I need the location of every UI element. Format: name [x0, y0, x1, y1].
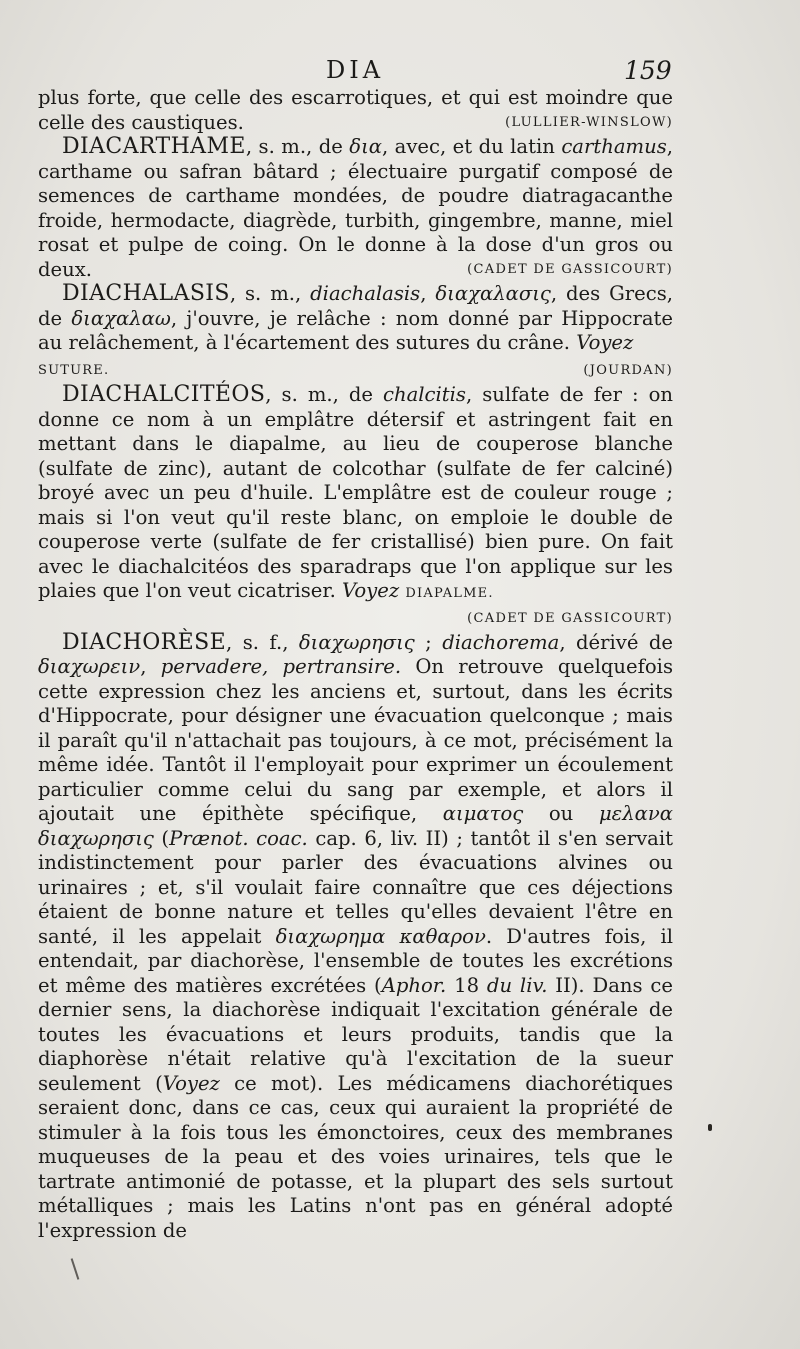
ink-speck [708, 1124, 712, 1131]
cross-reference-voyez: Voyez [162, 1071, 220, 1095]
running-head: DIA [326, 56, 385, 84]
cross-reference-target: DIAPALME. [405, 586, 494, 601]
citation-title: Aphor. [381, 973, 447, 997]
dictionary-text [38, 86, 673, 1243]
greek-term: αιματος [442, 802, 524, 825]
greek-term: δια [349, 135, 383, 158]
greek-term: διαχαλαω [71, 306, 171, 330]
cross-reference-voyez: Voyez [342, 579, 400, 602]
entry-diacarthame: DIACARTHAME, s. m., de δια, avec, et du latin carthamus, carthame ou safran bâtard ; électuaire purgatif composé de semences de carthame mondées, de poudre diatragacanthe froide, hermodacte, diagrède, turbith, gingembre, manne, miel rosat et pulpe de coing. On le donne à la dose d'un gros ou deux. [38, 134, 673, 281]
author-signature: (CADET DE GASSICOURT) [467, 262, 673, 277]
cross-reference-target: SUTURE. [38, 362, 110, 378]
citation-title: Prænot. coac. [169, 826, 308, 850]
citation-title: du liv. [486, 973, 548, 997]
greek-term: διαχωρειν [38, 655, 141, 678]
latin-term: pervadere, pertransire. [160, 655, 402, 678]
latin-term: diachorema [442, 630, 560, 654]
headword: DIACARTHAME [62, 134, 246, 159]
headword: DIACHORÈSE [62, 629, 227, 655]
cross-reference-voyez: Voyez [576, 331, 634, 354]
latin-term: carthamus [561, 135, 667, 158]
author-signature: (CADET DE GASSICOURT) [467, 610, 673, 626]
author-signature: (JOURDAN) [583, 363, 673, 378]
greek-term: διαχωρησις [298, 630, 415, 654]
greek-term: διαχωρημα καθαρον [275, 924, 486, 948]
latin-term: chalcitis [383, 383, 466, 406]
entry-diachalciteos: DIACHALCITÉOS, s. m., de chalcitis, sulfate de fer : on donne ce nom à un emplâtre détersif et astringent fait en mettant dans le diapalme, au lieu de couperose blanche (sulfate de zinc), autant de colcothar (sulfate de fer calciné) broyé avec un peu d'huile. L'emplâtre est de couleur rouge ; mais si l'on veut qu'il reste blanc, on emploie le double de couperose verte (sulfate de fer cristallisé) bien pure. On fait avec le diachalcitéos des sparadraps que l'on applique sur les plaies que l'on veut cicatriser. Voyez DIAPALME. [38, 382, 673, 602]
ink-stroke [71, 1258, 80, 1280]
author-signature: (LULLIER-WINSLOW) [505, 115, 673, 130]
headword: DIACHALCITÉOS [62, 382, 266, 407]
entry-diachorese: DIACHORÈSE, s. f., διαχωρησις ; diachorema, dérivé de διαχωρειν, pervadere, pertransire. On retrouve quelquefois cette expression chez les anciens et, surtout, dans les écrits d'Hippocrate, pour désigner une évacuation quelconque ; mais il paraît qu'il n'attachait pas toujours, à ce mot, précisément la même idée. Tantôt il l'employait pour exprimer un écoulement particulier comme celui du sang par exemple, et alors il ajoutait une épithète spécifique, αιματος ou μελανα διαχωρησις (Prænot. coac. cap. 6, liv. II) ; tantôt il s'en servait indistinctement pour parler des évacuations alvines ou urinaires ; et, s'il voulait faire connaître que ces déjections étaient de bonne nature et telles qu'elles devaient l'être en santé, il les appelait διαχωρημα καθαρον. D'autres fois, il entendait, par diachorèse, l'ensemble de toutes les excrétions et même des matières excrétées (Aphor. 18 du liv. II). Dans ce dernier sens, la diachorèse indiquait l'excitation générale de toutes les évacuations et leurs produits, tandis que la diaphorèse n'était relative qu'à l'excitation de la sueur seulement (Voyez ce mot). Les médicamens diachorétiques seraient donc, dans ce cas, ceux qui auraient la propriété de stimuler à la fois tous les émonctoires, ceux des membranes muqueuses de la peau et des voies urinaires, tels que le tartrate antimonié de potasse, et la plupart des sels surtout métalliques ; mais les Latins n'ont pas en général adopté l'expression de [38, 629, 674, 1242]
greek-term: μελανα διαχωρησις [38, 802, 673, 850]
greek-term: διαχαλασις [435, 282, 551, 305]
continued-paragraph: plus forte, que celle des escarrotiques, et qui est moindre que celle des caustiques. [38, 86, 673, 134]
entry-diachalasis: DIACHALASIS, s. m., diachalasis, διαχαλασις, des Grecs, de διαχαλαω, j'ouvre, je relâche : nom donné par Hippocrate au relâchement, à l'écartement des sutures du crâne. Voyez SUTURE. [38, 281, 673, 378]
headword: DIACHALASIS [62, 281, 230, 306]
page-number: 159 [624, 56, 672, 85]
latin-term: diachalasis [310, 282, 421, 305]
